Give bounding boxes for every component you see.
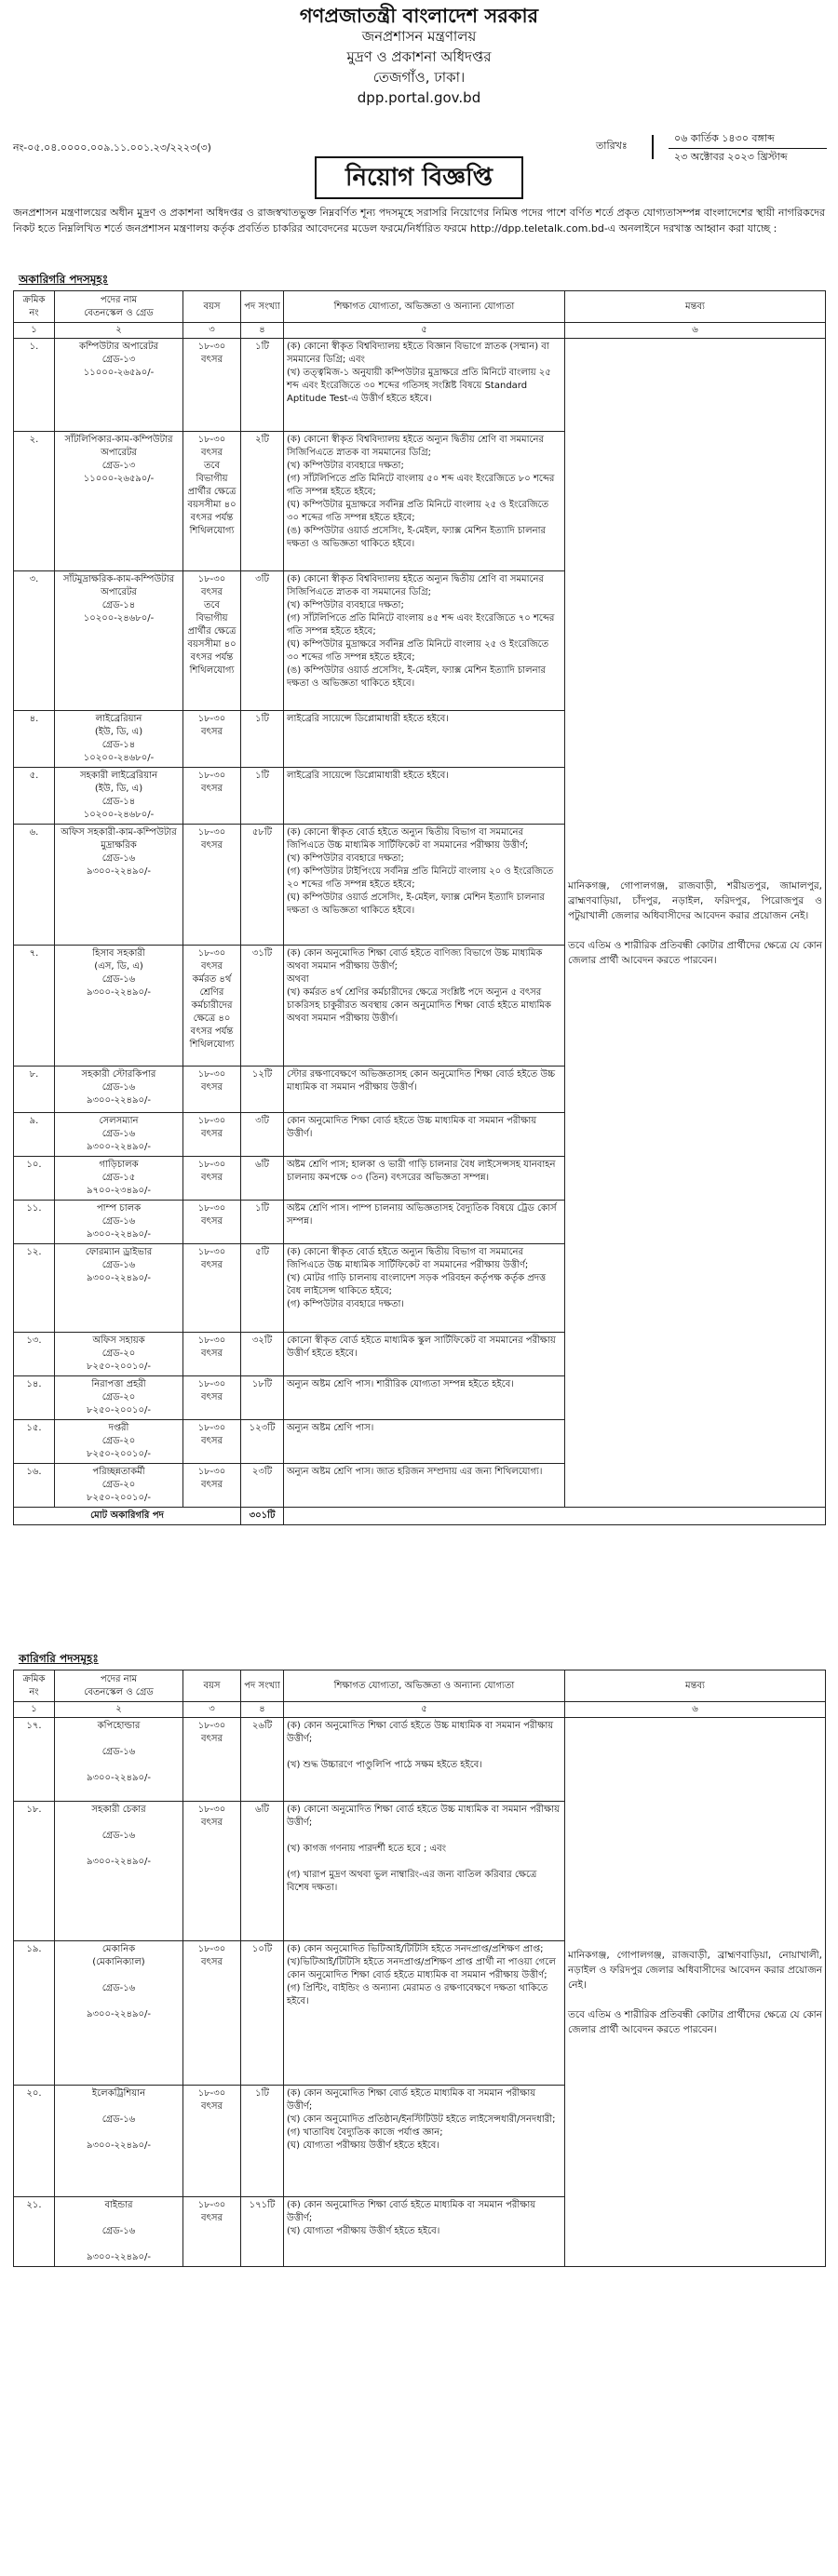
row-age-limit: ১৮-৩০ বৎসর <box>183 1244 241 1333</box>
col-qualification: শিক্ষাগত যোগ্যতা, অভিজ্ঞতা ও অন্যান্য যোগ্যতা <box>284 1670 565 1702</box>
row-serial: ৫. <box>14 768 55 825</box>
row-post-count: ২টি <box>241 432 284 571</box>
government-name: গণপ্রজাতন্ত্রী বাংলাদেশ সরকার <box>299 5 539 27</box>
row-serial: ১২. <box>14 1244 55 1333</box>
col-count: পদ সংখ্যা <box>241 1670 284 1702</box>
letterhead <box>0 6 838 108</box>
row-post-name: নিরাপত্তা প্রহরী গ্রেড-২০ ৮২৫০-২০০১০/- <box>55 1376 183 1420</box>
row-post-name: পাম্প চালক গ্রেড-১৬ ৯৩০০-২২৪৯০/- <box>55 1201 183 1244</box>
row-post-name: ফোরম্যান ড্রাইভার গ্রেড-১৬ ৯৩০০-২২৪৯০/- <box>55 1244 183 1333</box>
row-post-count: ৫টি <box>241 1244 284 1333</box>
row-qualification: (ক) কোনো স্বীকৃত বিশ্ববিদ্যালয় হইতে বিজ্ঞান বিভাগে স্নাতক (সম্মান) বা সমমানের ডিগ্রি; এবং (খ) তত্ত্বমিজ-১ অনুযায়ী কম্পিউটার মুদ্রাক্ষরে প্রতি মিনিটে বাংলায় ২৫ শব্দ এবং ইংরেজিতে ৩০ শব্দের গতিসহ সংশ্লিষ্ট বিষয়ে Standard Aptitude Test-এ উত্তীর্ণ হইতে হইবে। <box>284 339 565 432</box>
col-number: ১ <box>14 1702 55 1718</box>
row-age-limit: ১৮-৩০ বৎসর কর্মরত ৪র্থ শ্রেণির কর্মচারীদের ক্ষেত্রে ৪০ বৎসর পর্যন্ত শিথিলযোগ্য <box>183 946 241 1067</box>
col-count: পদ সংখ্যা <box>241 291 284 323</box>
row-post-name: অফিস সহায়ক গ্রেড-২০ ৮২৫০-২০০১০/- <box>55 1333 183 1376</box>
col-number: ৪ <box>241 323 284 339</box>
row-age-limit: ১৮-৩০ বৎসর <box>183 2197 241 2267</box>
row-qualification: অন্যুন অষ্টম শ্রেণি পাস। <box>284 1420 565 1464</box>
row-post-count: ২৬টি <box>241 1718 284 1802</box>
row-post-count: ১টি <box>241 768 284 825</box>
table-row <box>14 1718 826 1802</box>
row-post-count: ১৮টি <box>241 1376 284 1420</box>
row-serial: ১৬. <box>14 1464 55 1508</box>
row-serial: ৮. <box>14 1067 55 1113</box>
ministry-name: জনপ্রশাসন মন্ত্রণালয় <box>361 28 477 45</box>
row-age-limit: ১৮-৩০ বৎসর <box>183 1113 241 1157</box>
col-number: ২ <box>55 323 183 339</box>
row-post-count: ৫৮টি <box>241 825 284 946</box>
col-number: ১ <box>14 323 55 339</box>
row-qualification: অন্যুন অষ্টম শ্রেণি পাস। শারীরিক যোগ্যতা সম্পন্ন হইতে হইবে। <box>284 1376 565 1420</box>
website-url[interactable]: dpp.portal.gov.bd <box>357 89 481 106</box>
row-post-name: দপ্তরী গ্রেড-২০ ৮২৫০-২০০১০/- <box>55 1420 183 1464</box>
row-serial: ২১. <box>14 2197 55 2267</box>
col-number: ৫ <box>284 323 565 339</box>
date-bracket <box>652 135 656 159</box>
row-post-name: সেলসম্যান গ্রেড-১৬ ৯৩০০-২২৪৯০/- <box>55 1113 183 1157</box>
row-post-name: সাঁটলিপিকার-কাম-কম্পিউটার অপারেটর গ্রেড-১৩ ১১০০০-২৬৫৯০/- <box>55 432 183 571</box>
row-qualification: অষ্টম শ্রেণি পাস। পাম্প চালনায় অভিজ্ঞতাসহ বৈদ্যুতিক বিষয়ে ট্রেড কোর্স সম্পন্ন। <box>284 1201 565 1244</box>
col-qualification: শিক্ষাগত যোগ্যতা, অভিজ্ঞতা ও অন্যান্য যোগ্যতা <box>284 291 565 323</box>
row-serial: ৬. <box>14 825 55 946</box>
table-row <box>14 339 826 432</box>
row-serial: ৯. <box>14 1113 55 1157</box>
row-post-count: ১টি <box>241 339 284 432</box>
row-post-name: ইলেকট্রিশিয়ান গ্রেড-১৬ ৯৩০০-২২৪৯০/- <box>55 2086 183 2197</box>
row-post-count: ৬টি <box>241 1157 284 1201</box>
row-age-limit: ১৮-৩০ বৎসর তবে বিভাগীয় প্রার্থীর ক্ষেত্রে বয়সসীমা ৪০ বৎসর পর্যন্ত শিথিলযোগ্য <box>183 571 241 711</box>
row-serial: ৩. <box>14 571 55 711</box>
total-row <box>14 1508 826 1525</box>
total-label: মোট অকারিগরি পদ <box>14 1508 241 1525</box>
row-post-count: ১টি <box>241 1201 284 1244</box>
col-number: ৪ <box>241 1702 284 1718</box>
row-age-limit: ১৮-৩০ বৎসর <box>183 1333 241 1376</box>
col-post: পদের নাম বেতনস্কেল ও গ্রেড <box>55 1670 183 1702</box>
row-post-name: সাঁটমুদ্রাক্ষরিক-কাম-কম্পিউটার অপারেটর গ্রেড-১৪ ১০২০০-২৪৬৮০/- <box>55 571 183 711</box>
row-post-count: ৩টি <box>241 571 284 711</box>
row-post-name: মেকানিক (মেকানিক্যাল) গ্রেড-১৬ ৯৩০০-২২৪৯০/- <box>55 1941 183 2086</box>
row-post-name: লাইব্রেরিয়ান (ইউ, ডি, এ) গ্রেড-১৪ ১০২০০-২৪৬৮০/- <box>55 711 183 768</box>
row-qualification: (ক) কোনো স্বীকৃত বিশ্ববিদ্যালয় হইতে অন্যুন দ্বিতীয় শ্রেণি বা সমমানের সিজিপিএতে স্নাতক বা সমমানের ডিগ্রি; (খ) কম্পিউটার ব্যবহারে দক্ষতা; (গ) সাঁটলিপিতে প্রতি মিনিটে বাংলায় ৪৫ শব্দ এবং ইংরেজিতে ৭০ শব্দের গতি সম্পন্ন হইতে হইবে; (ঘ) কম্পিউটার মুদ্রাক্ষরে সর্বনিম্ন প্রতি মিনিটে বাংলায় ২৫ ও ইংরেজিতে ৩০ শব্দের গতি সম্পন্ন হইতে হইবে; (ঙ) কম্পিউটার ওয়ার্ড প্রসেসিং, ই-মেইল, ফ্যাক্স মেশিন ইত্যাদি চালনার দক্ষতা ও অভিজ্ঞতা থাকিতে হইবে। <box>284 571 565 711</box>
row-age-limit: ১৮-৩০ বৎসর তবে বিভাগীয় প্রার্থীর ক্ষেত্রে বয়সসীমা ৪০ বৎসর পর্যন্ত শিথিলযোগ্য <box>183 432 241 571</box>
row-post-name: সহকারী চেকার গ্রেড-১৬ ৯৩০০-২২৪৯০/- <box>55 1802 183 1941</box>
row-qualification: অষ্টম শ্রেণি পাস; হালকা ও ভারী গাড়ি চালনার বৈধ লাইসেন্সসহ যানবাহন চালনায় কমপক্ষে ০৩ (তিন) বৎসরের অভিজ্ঞতা সম্পন্ন। <box>284 1157 565 1201</box>
row-post-name: পরিচ্ছন্নতাকর্মী গ্রেড-২০ ৮২৫০-২০০১০/- <box>55 1464 183 1508</box>
row-age-limit: ১৮-৩০ বৎসর <box>183 1157 241 1201</box>
row-serial: ৪. <box>14 711 55 768</box>
row-post-count: ৩টি <box>241 1113 284 1157</box>
row-qualification: (ক) কোনো স্বীকৃত বোর্ড হইতে অন্যুন দ্বিতীয় বিভাগ বা সমমানের জিপিএতে উচ্চ মাধ্যমিক সার্টিফিকেট বা সমমানের পরীক্ষায় উত্তীর্ণ; (খ) কম্পিউটার ব্যবহারে দক্ষতা; (গ) কম্পিউটার টাইপিংয়ে সর্বনিম্ন প্রতি মিনিটে বাংলায় ২০ ও ইংরেজিতে ২০ শব্দের গতি সম্পন্ন হইতে হইবে; (ঘ) কম্পিউটার ওয়ার্ড প্রসেসিং, ই-মেইল, ফ্যাক্স মেশিন ইত্যাদি চালনার দক্ষতা ও অভিজ্ঞতা থাকিতে হইবে। <box>284 825 565 946</box>
row-age-limit: ১৮-৩০ বৎসর <box>183 1201 241 1244</box>
row-post-name: সহকারী লাইব্রেরিয়ান (ইউ, ডি, এ) গ্রেড-১৪ ১০২০০-২৪৬৮০/- <box>55 768 183 825</box>
row-post-count: ৩১টি <box>241 946 284 1067</box>
row-post-name: কম্পিউটার অপারেটর গ্রেড-১৩ ১১০০০-২৬৫৯০/- <box>55 339 183 432</box>
row-qualification: (ক) কোন অনুমোদিত ভিটিআই/টিটিসি হইতে সনদপ্রাপ্ত/প্রশিক্ষণ প্রাপ্ত; (খ)ভিটিআই/টিটিসি হইতে সনদপ্রাপ্ত/প্রশিক্ষণ প্রাপ্ত প্রার্থী না পাওয়া গেলে কোন অনুমোদিত শিক্ষা বোর্ড হইতে মাধ্যমিক বা সমমান পরীক্ষায় উত্তীর্ণ; (গ) প্রিন্টিং, বাইন্ডিং ও অন্যান্য মেরামত ও রক্ষণাবেক্ষণে দক্ষতা থাকিতে হইবে। <box>284 1941 565 2086</box>
col-serial: ক্রমিক নং <box>14 291 55 323</box>
department-name: মুদ্রণ ও প্রকাশনা অধিদপ্তর <box>346 48 492 65</box>
row-post-name: কপিহোল্ডার গ্রেড-১৬ ৯৩০০-২২৪৯০/- <box>55 1718 183 1802</box>
row-serial: ১৭. <box>14 1718 55 1802</box>
row-age-limit: ১৮-৩০ বৎসর <box>183 339 241 432</box>
row-serial: ৭. <box>14 946 55 1067</box>
row-post-name: সহকারী স্টোরকিপার গ্রেড-১৬ ৯৩০০-২২৪৯০/- <box>55 1067 183 1113</box>
col-number: ৬ <box>565 1702 826 1718</box>
row-qualification: (ক) কোন অনুমোদিত শিক্ষা বোর্ড হইতে মাধ্যমিক বা সমমান পরীক্ষায় উত্তীর্ণ; (খ) যোগ্যতা পরীক্ষায় উত্তীর্ণ হইতে হইবে। <box>284 2197 565 2267</box>
row-age-limit: ১৮-৩০ বৎসর <box>183 1941 241 2086</box>
date-english: ২৩ অক্টোবর ২০২৩ খ্রিস্টাব্দ <box>674 151 788 163</box>
section-technical-title: কারিগরি পদসমূহঃ <box>19 1652 99 1665</box>
col-age: বয়স <box>183 1670 241 1702</box>
technical-posts-table <box>13 1670 826 2267</box>
row-post-count: ১টি <box>241 2086 284 2197</box>
row-qualification: কোন অনুমোদিত শিক্ষা বোর্ড হইতে উচ্চ মাধ্যমিক বা সমমান পরীক্ষায় উত্তীর্ণ। <box>284 1113 565 1157</box>
row-age-limit: ১৮-৩০ বৎসর <box>183 1464 241 1508</box>
row-post-count: ১০টি <box>241 1941 284 2086</box>
row-qualification: (ক) কোনো স্বীকৃত বিশ্ববিদ্যালয় হইতে অন্যুন দ্বিতীয় শ্রেণি বা সমমানের সিজিপিএতে স্নাতক বা সমমানের ডিগ্রি; (খ) কম্পিউটার ব্যবহারে দক্ষতা; (গ) সাঁটলিপিতে প্রতি মিনিটে বাংলায় ৫০ শব্দ এবং ইংরেজিতে ৮০ শব্দের গতি সম্পন্ন হইতে হইবে; (ঘ) কম্পিউটার মুদ্রাক্ষরে সর্বনিম্ন প্রতি মিনিটে বাংলায় ২৫ ও ইংরেজিতে ৩০ শব্দের গতি সম্পন্ন হইতে হইবে; (ঙ) কম্পিউটার ওয়ার্ড প্রসেসিং, ই-মেইল, ফ্যাক্স মেশিন ইত্যাদি চালনার দক্ষতা ও অভিজ্ঞতা থাকিতে হইবে। <box>284 432 565 571</box>
notice-title: নিয়োগ বিজ্ঞপ্তি <box>315 156 523 199</box>
col-number: ৩ <box>183 1702 241 1718</box>
memo-number: নং-০৫.০৪.০০০০.০০৯.১১.০০১.২৩/২২২৩(৩) <box>13 141 211 154</box>
row-post-count: ২৩টি <box>241 1464 284 1508</box>
row-remarks <box>565 339 826 1508</box>
col-number: ৬ <box>565 323 826 339</box>
row-serial: ১৪. <box>14 1376 55 1420</box>
row-age-limit: ১৮-৩০ বৎসর <box>183 2086 241 2197</box>
section-nontechnical-title: অকারিগরি পদসমূহঃ <box>19 273 109 286</box>
row-qualification: (ক) কোনো অনুমোদিত শিক্ষা বোর্ড হইতে উচ্চ মাধ্যমিক বা সমমান পরীক্ষায় উত্তীর্ণ; (খ) কাগজ গণনায় পারদর্শী হতে হবে ; এবং (গ) খারাপ মুদ্রণ অথবা ভুল নাম্বারিং-এর জন্য বাতিল করিবার ক্ষেত্রে বিশেষ দক্ষতা। <box>284 1802 565 1941</box>
row-qualification: (ক) কোন অনুমোদিত শিক্ষা বোর্ড হইতে মাধ্যমিক বা সমমান পরীক্ষায় উত্তীর্ণ; (খ) কোন অনুমোদিত প্রতিষ্ঠান/ইনস্টিটিউট হইতে লাইসেন্সধারী/সনদধারী; (গ) খাতাবিধ বৈদ্যুতিক কাজে পর্যাপ্ত জ্ঞান; (ঘ) যোগ্যতা পরীক্ষায় উত্তীর্ণ হইতে হইবে। <box>284 2086 565 2197</box>
remarks-text: মানিকগঞ্জ, গোপালগঞ্জ, রাজবাড়ী, ব্রাহ্মণবাড়িয়া, নোয়াখালী, নড়াইল ও ফরিদপুর জেলার অধিবাসীদের আবেদন করার প্রয়োজন নেই। তবে এতিম ও শারীরিক প্রতিবন্ধী কোটার প্রার্থীদের ক্ষেত্রে যে কোন জেলার প্রার্থী আবেদন করতে পারবেন। <box>568 1949 822 2035</box>
row-qualification: লাইব্রেরি সায়েন্সে ডিপ্লোমাধারী হইতে হইবে। <box>284 711 565 768</box>
row-age-limit: ১৮-৩০ বৎসর <box>183 1067 241 1113</box>
row-age-limit: ১৮-৩০ বৎসর <box>183 1376 241 1420</box>
row-post-count: ৬টি <box>241 1802 284 1941</box>
row-qualification: (ক) কোনো স্বীকৃত বোর্ড হইতে অন্যুন দ্বিতীয় বিভাগ বা সমমানের জিপিএতে উচ্চ মাধ্যমিক সার্টিফিকেট বা সমমানের পরীক্ষায় উত্তীর্ণ; (খ) মোটর গাড়ি চালনায় বাংলাদেশ সড়ক পরিবহন কর্তৃপক্ষ কর্তৃক প্রদত্ত বৈধ লাইসেন্স থাকিতে হইবে; (গ) কম্পিউটার ব্যবহারে দক্ষতা। <box>284 1244 565 1333</box>
row-qualification: লাইব্রেরি সায়েন্সে ডিপ্লোমাধারী হইতে হইবে। <box>284 768 565 825</box>
col-age: বয়স <box>183 291 241 323</box>
col-number: ৫ <box>284 1702 565 1718</box>
intro-paragraph: জনপ্রশাসন মন্ত্রণালয়ের অধীন মুদ্রণ ও প্রকাশনা অধিদপ্তর ও রাজস্বখাতভুক্ত নিম্নবর্ণিত শূন্য পদসমূহে সরাসরি নিয়োগের নিমিত্ত পদের পাশে বর্ণিত শর্তে প্রকৃত যোগ্যতাসম্পন্ন বাংলাদেশের স্থায়ী নাগরিকদের নিকট হতে নিম্নলিখিত শর্তে জনপ্রশাসন মন্ত্রণালয় কর্তৃক প্রবর্তিত চাকরির আবেদনের মডেল ফরমে/নির্ধারিত ফরমে http://dpp.teletalk.com.bd-এ অনলাইনে দরখাস্ত আহ্বান করা যাচ্ছে : <box>13 207 825 235</box>
row-post-count: ৩২টি <box>241 1333 284 1376</box>
row-qualification: (ক) কোন অনুমোদিত শিক্ষা বোর্ড হইতে উচ্চ মাধ্যমিক বা সমমান পরীক্ষায় উত্তীর্ণ; (খ) শুদ্ধ উচ্চারণে পাণ্ডুলিপি পাঠে সক্ষম হইতে হইবে। <box>284 1718 565 1802</box>
row-qualification: কোনো স্বীকৃত বোর্ড হইতে মাধ্যমিক স্কুল সার্টিফিকেট বা সমমানের পরীক্ষায় উত্তীর্ণ হইতে হইবে। <box>284 1333 565 1376</box>
col-serial: ক্রমিক নং <box>14 1670 55 1702</box>
row-serial: ১৯. <box>14 1941 55 2086</box>
row-post-count: ১২৩টি <box>241 1420 284 1464</box>
department-address: তেজগাঁও, ঢাকা। <box>372 69 466 86</box>
row-age-limit: ১৮-৩০ বৎসর <box>183 711 241 768</box>
total-empty <box>284 1508 826 1525</box>
row-age-limit: ১৮-৩০ বৎসর <box>183 768 241 825</box>
nontechnical-posts-table <box>13 290 826 1525</box>
row-post-name: গাড়িচালক গ্রেড-১৫ ৯৭০০-২৩৪৯০/- <box>55 1157 183 1201</box>
row-qualification: অন্যুন অষ্টম শ্রেণি পাস। জাত হরিজন সম্প্রদায় এর জন্য শিথিলযোগ্য। <box>284 1464 565 1508</box>
row-post-count: ১টি <box>241 711 284 768</box>
row-post-name: হিসাব সহকারী (এস, ডি, এ) গ্রেড-১৬ ৯৩০০-২২৪৯০/- <box>55 946 183 1067</box>
remarks-text: মানিকগঞ্জ, গোপালগঞ্জ, রাজবাড়ী, শরীয়তপুর, জামালপুর, ব্রাহ্মণবাড়িয়া, চাঁদপুর, নড়াইল, ফরিদপুর, পিরোজপুর ও পটুয়াখালী জেলার অধিবাসীদের আবেদন করার প্রয়োজন নেই। তবে এতিম ও শারীরিক প্রতিবন্ধী কোটার প্রার্থীদের ক্ষেত্রে যে কোন জেলার প্রার্থী আবেদন করতে পারবেন। <box>568 879 822 966</box>
row-serial: ১৩. <box>14 1333 55 1376</box>
row-remarks <box>565 1718 826 2267</box>
col-number: ২ <box>55 1702 183 1718</box>
row-post-count: ১৭১টি <box>241 2197 284 2267</box>
row-post-name: অফিস সহকারী-কাম-কম্পিউটার মুদ্রাক্ষরিক গ্রেড-১৬ ৯৩০০-২২৪৯০/- <box>55 825 183 946</box>
row-serial: ১. <box>14 339 55 432</box>
col-remarks: মন্তব্য <box>565 291 826 323</box>
total-value: ৩০১টি <box>241 1508 284 1525</box>
date-label: তারিখঃ <box>596 140 628 152</box>
row-age-limit: ১৮-৩০ বৎসর <box>183 1718 241 1802</box>
row-age-limit: ১৮-৩০ বৎসর <box>183 1802 241 1941</box>
row-serial: ১০. <box>14 1157 55 1201</box>
col-remarks: মন্তব্য <box>565 1670 826 1702</box>
row-serial: ২০. <box>14 2086 55 2197</box>
col-post: পদের নাম বেতনস্কেল ও গ্রেড <box>55 291 183 323</box>
row-age-limit: ১৮-৩০ বৎসর <box>183 1420 241 1464</box>
row-serial: ১৫. <box>14 1420 55 1464</box>
row-serial: ১৮. <box>14 1802 55 1941</box>
row-post-name: বাইন্ডার গ্রেড-১৬ ৯৩০০-২২৪৯০/- <box>55 2197 183 2267</box>
row-post-count: ১২টি <box>241 1067 284 1113</box>
row-age-limit: ১৮-৩০ বৎসর <box>183 825 241 946</box>
row-serial: ২. <box>14 432 55 571</box>
row-serial: ১১. <box>14 1201 55 1244</box>
row-qualification: (ক) কোন অনুমোদিত শিক্ষা বোর্ড হইতে বাণিজ্য বিভাগে উচ্চ মাধ্যমিক অথবা সমমান পরীক্ষায় উত্তীর্ণ; অথবা (খ) কর্মরত ৪র্থ শ্রেণির কর্মচারীদের ক্ষেত্রে সংশ্লিষ্ট পদে অন্যুন ৫ বৎসর চাকরিসহ চাকুরীরত অবস্থায় কোন অনুমোদিত শিক্ষা বোর্ড হইতে মাধ্যমিক অথবা সমমান পরীক্ষায় উত্তীর্ণ। <box>284 946 565 1067</box>
col-number: ৩ <box>183 323 241 339</box>
date-bangla: ০৬ কার্তিক ১৪৩০ বঙ্গাব্দ <box>674 132 775 144</box>
row-qualification: স্টোর রক্ষণাবেক্ষণে অভিজ্ঞতাসহ কোন অনুমোদিত শিক্ষা বোর্ড হইতে উচ্চ মাধ্যমিক বা সমমান পরীক্ষায় উত্তীর্ণ। <box>284 1067 565 1113</box>
